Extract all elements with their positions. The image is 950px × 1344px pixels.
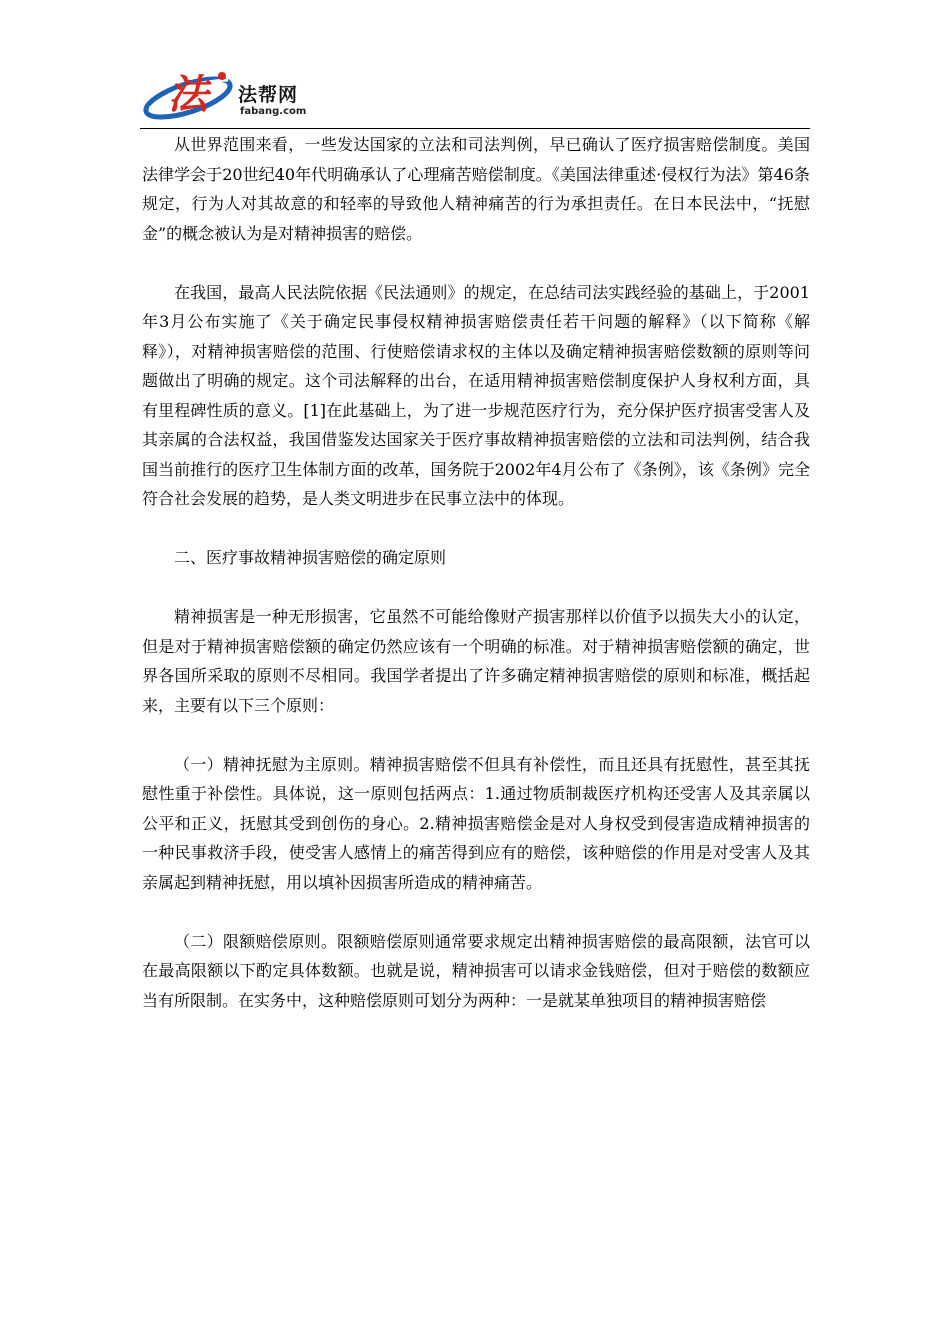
paragraph: 从世界范围来看，一些发达国家的立法和司法判例，早已确认了医疗损害赔偿制度。美国法律学会于20世纪40年代明确承认了心理痛苦赔偿制度。《美国法律重述·侵权行为法》第46条规定，行为人对其故意的和轻率的导致他人精神痛苦的行为承担责任。在日本民法中，“抚慰金”的概念被认为是对精神损害的赔偿。 [142, 135, 810, 243]
page-header [140, 62, 810, 128]
site-name: 法帮网 [238, 84, 299, 106]
document-body [142, 130, 810, 1015]
logo-glyph: 法 [168, 71, 208, 118]
header-divider [140, 128, 810, 129]
paragraph-gap [142, 720, 810, 750]
paragraph: （二）限额赔偿原则。限额赔偿原则通常要求规定出精神损害赔偿的最高限额，法官可以在最高限额以下酌定具体数额。也就是说，精神损害可以请求金钱赔偿，但对于赔偿的数额应当有所限制。在实务中，这种赔偿原则可划分为两种：一是就某单独项目的精神损害赔偿 [142, 931, 810, 1010]
paragraph-gap [142, 248, 810, 278]
section-heading: 二、医疗事故精神损害赔偿的确定原则 [174, 548, 447, 567]
site-domain: fabang.com [240, 106, 307, 117]
paragraph-gap [142, 897, 810, 927]
paragraph-gap [142, 573, 810, 603]
paragraph: 精神损害是一种无形损害，它虽然不可能给像财产损害那样以价值予以损失大小的认定，但是对于精神损害赔偿额的确定仍然应该有一个明确的标准。对于精神损害赔偿额的确定，世界各国所采取的原则不尽相同。我国学者提出了许多确定精神损害赔偿的原则和标准，概括起来，主要有以下三个原则： [142, 607, 810, 715]
paragraph: 在我国，最高人民法院依据《民法通则》的规定，在总结司法实践经验的基础上，于2001年3月公布实施了《关于确定民事侵权精神损害赔偿责任若干问题的解释》（以下简称《解释》），对精神损害赔偿的范围、行使赔偿请求权的主体以及确定精神损害赔偿数额的原则等问题做出了明确的规定。这个司法解释的出台，在适用精神损害赔偿制度保护人身权利方面，具有里程碑性质的意义。[1]在此基础上，为了进一步规范医疗行为，充分保护医疗损害受害人及其亲属的合法权益，我国借鉴发达国家关于医疗事故精神损害赔偿的立法和司法判例，结合我国当前推行的医疗卫生体制方面的改革，国务院于2002年4月公布了《条例》，该《条例》完全符合社会发展的趋势，是人类文明进步在民事立法中的体现。 [142, 282, 810, 508]
fabang-logo-icon [140, 62, 240, 124]
paragraph-gap [142, 514, 810, 544]
paragraph: （一）精神抚慰为主原则。精神损害赔偿不但具有补偿性，而且还具有抚慰性，甚至其抚慰性重于补偿性。具体说，这一原则包括两点：1.通过物质制裁医疗机构还受害人及其亲属以公平和正义，抚慰其受到创伤的身心。2.精神损害赔偿金是对人身权受到侵害造成精神损害的一种民事救济手段，使受害人感情上的痛苦得到应有的赔偿，该种赔偿的作用是对受害人及其亲属起到精神抚慰，用以填补因损害所造成的精神痛苦。 [142, 754, 810, 892]
